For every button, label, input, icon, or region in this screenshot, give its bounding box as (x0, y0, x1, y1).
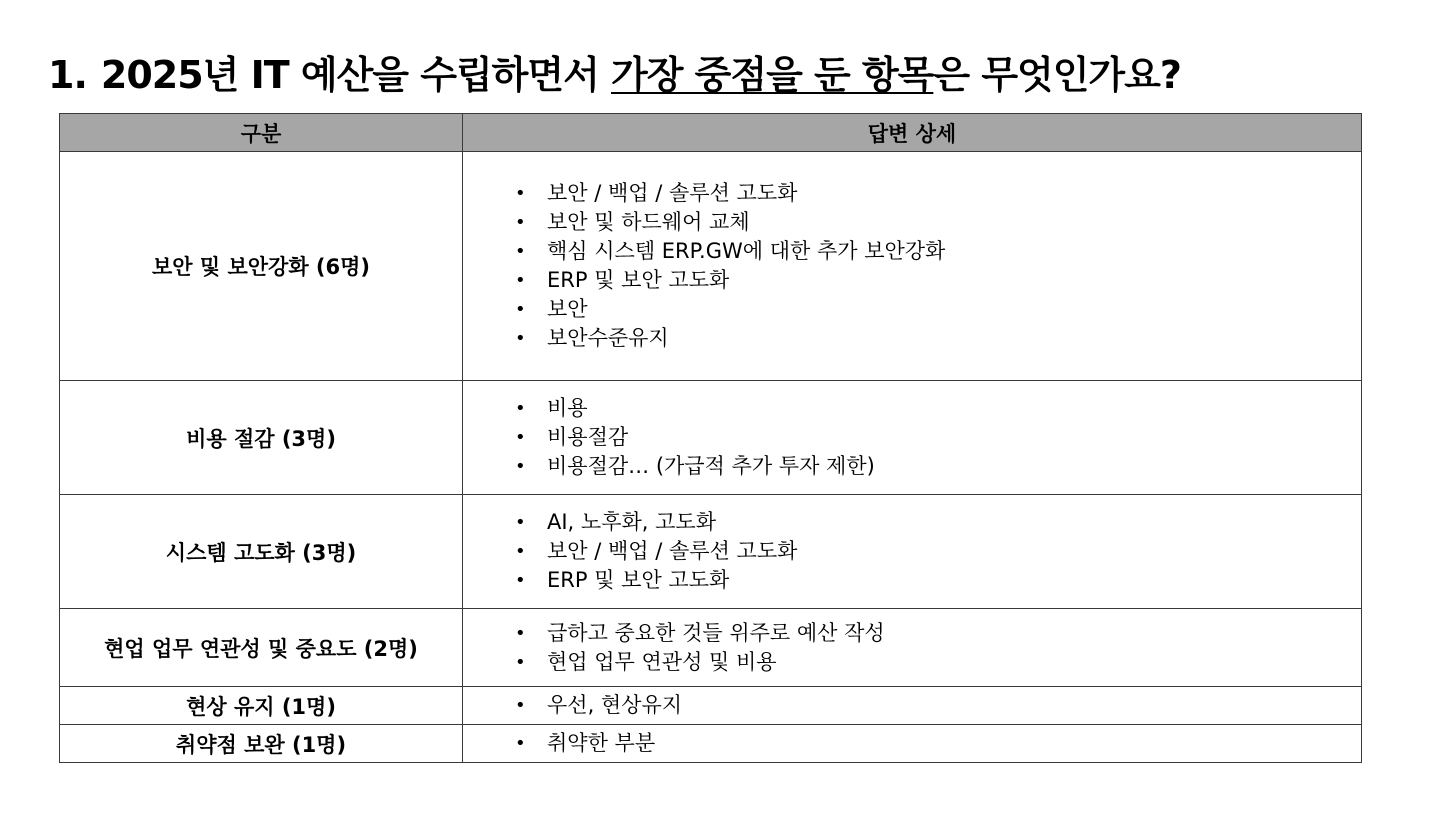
list-item: • 취약한 부분 (513, 729, 1361, 758)
details-cell (463, 152, 1362, 381)
category-cell: 현상 유지 (1명) (60, 687, 463, 725)
list-item: • 핵심 시스템 ERP.GW에 대한 추가 보안강화 (513, 237, 1361, 266)
table-row (60, 687, 1362, 725)
category-cell: 취약점 보완 (1명) (60, 725, 463, 763)
list-item: • 비용절감… (가급적 추가 투자 제한) (513, 452, 1361, 481)
list-item: • ERP 및 보안 고도화 (513, 566, 1361, 595)
list-item: • 보안 및 하드웨어 교체 (513, 208, 1361, 237)
list-item: • AI, 노후화, 고도화 (513, 508, 1361, 537)
answer-list (513, 394, 1361, 481)
table-row (60, 609, 1362, 687)
answer-list (513, 508, 1361, 595)
details-cell (463, 725, 1362, 763)
list-item: • 비용 (513, 394, 1361, 423)
column-header-category: 구분 (60, 114, 463, 152)
table-row (60, 725, 1362, 763)
list-item: • 보안 (513, 295, 1361, 324)
answer-list (513, 729, 1361, 758)
column-header-details: 답변 상세 (463, 114, 1362, 152)
details-cell (463, 687, 1362, 725)
question-tail: 은 무엇인가요? (933, 53, 1181, 97)
details-cell (463, 609, 1362, 687)
answer-list (513, 179, 1361, 353)
list-item: • 보안 / 백업 / 솔루션 고도화 (513, 179, 1361, 208)
table-header-row (60, 114, 1362, 152)
table-row (60, 381, 1362, 495)
page-title (48, 44, 1181, 99)
details-cell (463, 381, 1362, 495)
list-item: • ERP 및 보안 고도화 (513, 266, 1361, 295)
category-cell: 비용 절감 (3명) (60, 381, 463, 495)
list-item: • 현업 업무 연관성 및 비용 (513, 648, 1361, 677)
question-emphasis: 가장 중점을 둔 항목 (611, 53, 934, 97)
list-item: • 우선, 현상유지 (513, 691, 1361, 720)
category-cell: 시스템 고도화 (3명) (60, 495, 463, 609)
answer-list (513, 691, 1361, 720)
answer-list (513, 619, 1361, 677)
question-text: 2025년 IT 예산을 수립하면서 (100, 53, 599, 97)
list-item: • 보안수준유지 (513, 324, 1361, 353)
list-item: • 비용절감 (513, 423, 1361, 452)
table-row (60, 495, 1362, 609)
category-cell: 현업 업무 연관성 및 중요도 (2명) (60, 609, 463, 687)
category-cell: 보안 및 보안강화 (6명) (60, 152, 463, 381)
table-row (60, 152, 1362, 381)
list-item: • 급하고 중요한 것들 위주로 예산 작성 (513, 619, 1361, 648)
details-cell (463, 495, 1362, 609)
question-number: 1. (48, 53, 87, 97)
list-item: • 보안 / 백업 / 솔루션 고도화 (513, 537, 1361, 566)
survey-results-table (59, 113, 1362, 763)
